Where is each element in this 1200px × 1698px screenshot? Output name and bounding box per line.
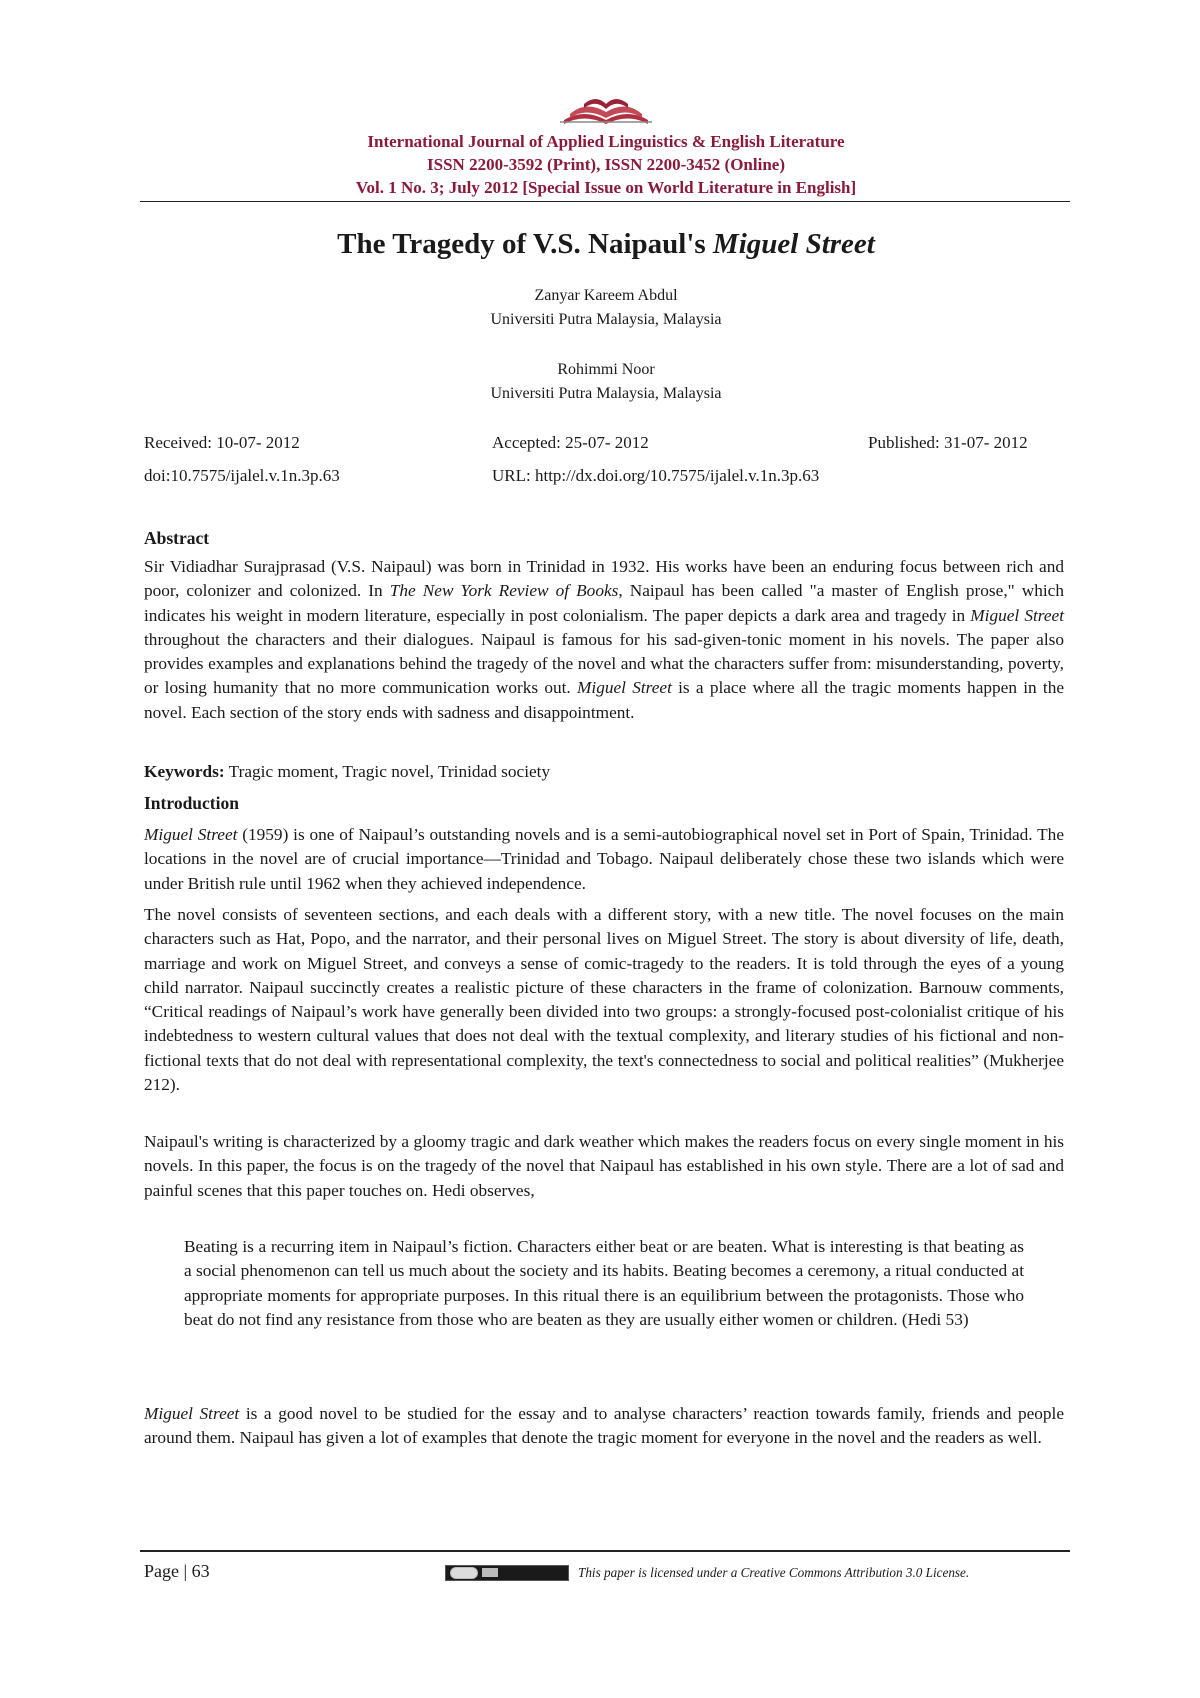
abstract-italic-3: Miguel Street <box>577 678 672 698</box>
article-title-main: The Tragedy of V.S. Naipaul's <box>337 228 713 260</box>
author-name-2: Rohimmi Noor <box>557 361 655 378</box>
author-affiliation-2: Universiti Putra Malaysia, Malaysia <box>490 385 722 402</box>
cc-mark-icon <box>450 1567 478 1579</box>
intro-p4-italic: Miguel Street <box>144 1404 240 1423</box>
intro-p1-italic: Miguel Street <box>144 825 238 844</box>
abstract-italic-1: The New York Review of Books <box>389 581 619 601</box>
footer-rule <box>140 1550 1070 1552</box>
keywords-text: Tragic moment, Tragic novel, Trinidad society <box>224 762 551 781</box>
abstract-text-4: is a place where all the tragic moments happen in the novel. Each section of the story ends with sadness and disappointment. <box>144 678 1065 722</box>
journal-issn: ISSN 2200-3592 (Print), ISSN 2200-3452 (Online) <box>427 155 785 174</box>
doi: doi:10.7575/ijalel.v.1n.3p.63 <box>144 466 340 485</box>
introduction-heading: Introduction <box>144 793 239 813</box>
article-title <box>140 226 1072 262</box>
received-date: Received: 10-07- 2012 <box>144 433 300 452</box>
intro-p1-text: (1959) is one of Naipaul’s outstanding novels and is a semi-autobiographical novel set in Port of Spain, Trinidad. The locations in the novel are of crucial importance—Trinidad and Tobago. Naipaul deliberately chose these two islands which were under British rule until 1962 when they achieved independence. <box>144 825 1064 893</box>
intro-p4-text: is a good novel to be studied for the essay and to analyse characters’ reaction towards family, friends and people around them. Naipaul has given a lot of examples that denote the tragic moment for everyone in the novel and the readers as well. <box>144 1404 1065 1448</box>
abstract-text-3: throughout the characters and their dialogues. Naipaul is famous for his sad-given-tonic moment in his novels. The paper also provides examples and explanations behind the tragedy of the novel and what the characters suffer from: misunderstanding, poverty, or losing humanity that no more communication works out. <box>144 629 1064 698</box>
header-rule <box>140 201 1070 202</box>
by-mark-icon <box>482 1568 498 1577</box>
author-affiliation-1: Universiti Putra Malaysia, Malaysia <box>490 311 722 328</box>
author-name-1: Zanyar Kareem Abdul <box>534 287 678 304</box>
creative-commons-badge-icon[interactable] <box>445 1565 569 1581</box>
license-text: This paper is licensed under a Creative Commons Attribution 3.0 License. <box>578 1565 970 1580</box>
abstract-heading: Abstract <box>144 528 210 548</box>
intro-paragraph-2: The novel consists of seventeen sections, and each deals with a different story, with a new title. The novel focuses on the main characters such as Hat, Popo, and the narrator, and their personal lives on Miguel Street. The story is about diversity of life, death, marriage and work on Miguel Street, and conveys a sense of comic-tragedy to the readers. It is told through the eyes of a young child narrator. Naipaul succinctly creates a realistic picture of these characters in the frame of colonization. Barnouw comments, “Critical readings of Naipaul’s work have generally been divided into two groups: a strongly-focused post-colonialist critique of his indebtedness to western cultural values that does not deal with the textual complexity, and literary studies of his fictional and non-fictional texts that do not deal with representational complexity, the text's connectedness to social and political realities” (Mukherjee 212). <box>144 905 1064 1095</box>
intro-paragraph-1 <box>144 823 1064 896</box>
keywords-label: Keywords: <box>144 762 225 781</box>
block-quote: Beating is a recurring item in Naipaul’s fiction. Characters either beat or are beaten. What is interesting is that beating as a social phenomenon can tell us much about the society and its habits. Beating becomes a ceremony, a ritual conducted at appropriate moments for appropriate purposes. In this ritual there is an equilibrium between the protagonists. Those who beat do not find any resistance from those who are beaten as they are usually either women or children. (Hedi 53) <box>184 1237 1024 1329</box>
article-title-italic: Miguel Street <box>712 228 875 260</box>
abstract-text-2: , Naipaul has been called "a master of English prose," which indicates his weight in modern literature, especially in post colonialism. The paper depicts a dark area and tragedy in <box>144 581 1064 625</box>
accepted-date: Accepted: 25-07- 2012 <box>492 433 649 452</box>
page-number: Page | 63 <box>144 1561 210 1581</box>
journal-logo-icon <box>556 90 656 128</box>
published-date: Published: 31-07- 2012 <box>868 433 1028 452</box>
keywords-line <box>144 760 1064 784</box>
journal-volume: Vol. 1 No. 3; July 2012 [Special Issue on World Literature in English] <box>355 178 857 197</box>
article-url[interactable]: URL: http://dx.doi.org/10.7575/ijalel.v.1n.3p.63 <box>492 466 820 485</box>
abstract-paragraph <box>144 555 1064 725</box>
journal-name: International Journal of Applied Linguistics & English Literature <box>367 132 845 151</box>
abstract-italic-2: Miguel Street <box>970 605 1065 625</box>
intro-paragraph-4 <box>144 1402 1064 1451</box>
abstract-text-1: Sir Vidiadhar Surajprasad (V.S. Naipaul) was born in Trinidad in 1932. His works have been an enduring focus between rich and poor, colonizer and colonized. In <box>144 557 1064 601</box>
intro-paragraph-3: Naipaul's writing is characterized by a gloomy tragic and dark weather which makes the readers focus on every single moment in his novels. In this paper, the focus is on the tragedy of the novel that Naipaul has established in his own style. There are a lot of sad and painful scenes that this paper touches on. Hedi observes, <box>144 1132 1064 1200</box>
